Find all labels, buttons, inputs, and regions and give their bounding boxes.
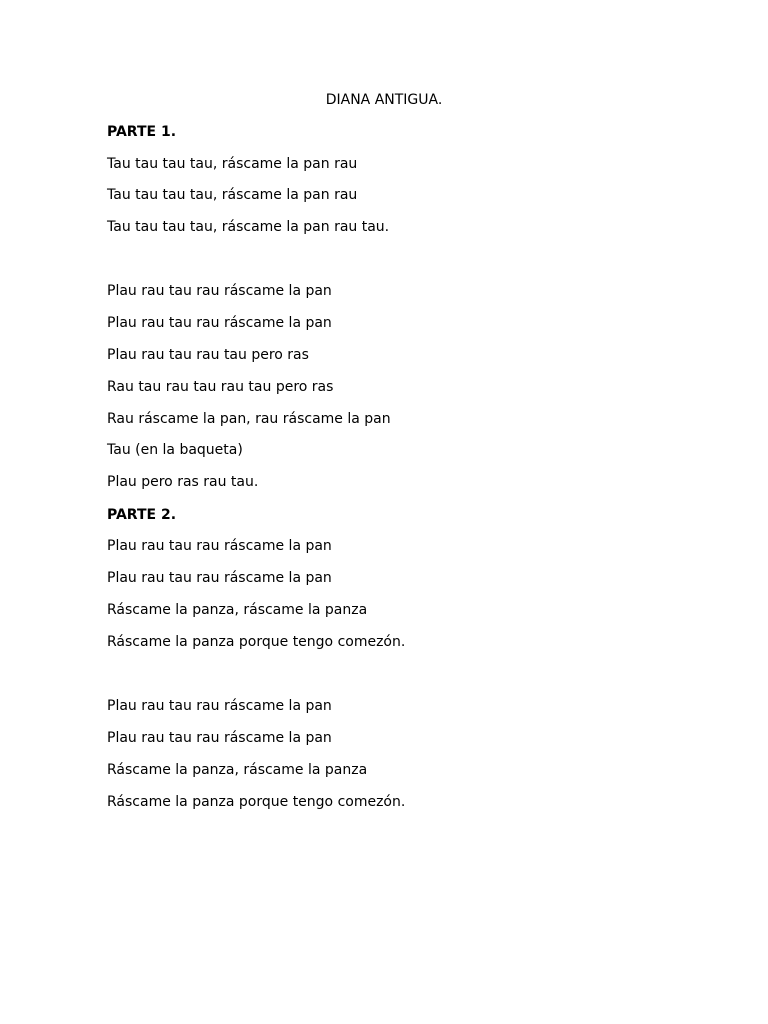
lyric-line: Tau tau tau tau, ráscame la pan rau	[107, 187, 358, 203]
lyric-line: Ráscame la panza, ráscame la panza	[107, 602, 368, 618]
lyric-line: Plau rau tau rau ráscame la pan	[107, 698, 332, 714]
lyric-line: Ráscame la panza porque tengo comezón.	[107, 634, 406, 650]
lyric-line: Plau rau tau rau tau pero ras	[107, 347, 309, 363]
lyric-line: Ráscame la panza, ráscame la panza	[107, 762, 368, 778]
lyric-line: Plau rau tau rau ráscame la pan	[107, 538, 332, 554]
lyric-line: Ráscame la panza porque tengo comezón.	[107, 794, 406, 810]
part1-heading: PARTE 1.	[107, 124, 177, 140]
lyric-line: Plau rau tau rau ráscame la pan	[107, 315, 332, 331]
lyric-line: Rau tau rau tau rau tau pero ras	[107, 379, 334, 395]
part2-heading: PARTE 2.	[107, 507, 177, 523]
lyric-line: Plau rau tau rau ráscame la pan	[107, 570, 332, 586]
document-title: DIANA ANTIGUA.	[325, 92, 443, 108]
lyric-line: Tau tau tau tau, ráscame la pan rau tau.	[107, 219, 390, 235]
lyric-line: Plau rau tau rau ráscame la pan	[107, 283, 332, 299]
lyric-line: Plau rau tau rau ráscame la pan	[107, 730, 332, 746]
lyric-line: Plau pero ras rau tau.	[107, 474, 259, 490]
lyric-line: Rau ráscame la pan, rau ráscame la pan	[107, 411, 391, 427]
lyric-line: Tau tau tau tau, ráscame la pan rau	[107, 156, 358, 172]
lyric-line: Tau (en la baqueta)	[107, 442, 243, 458]
